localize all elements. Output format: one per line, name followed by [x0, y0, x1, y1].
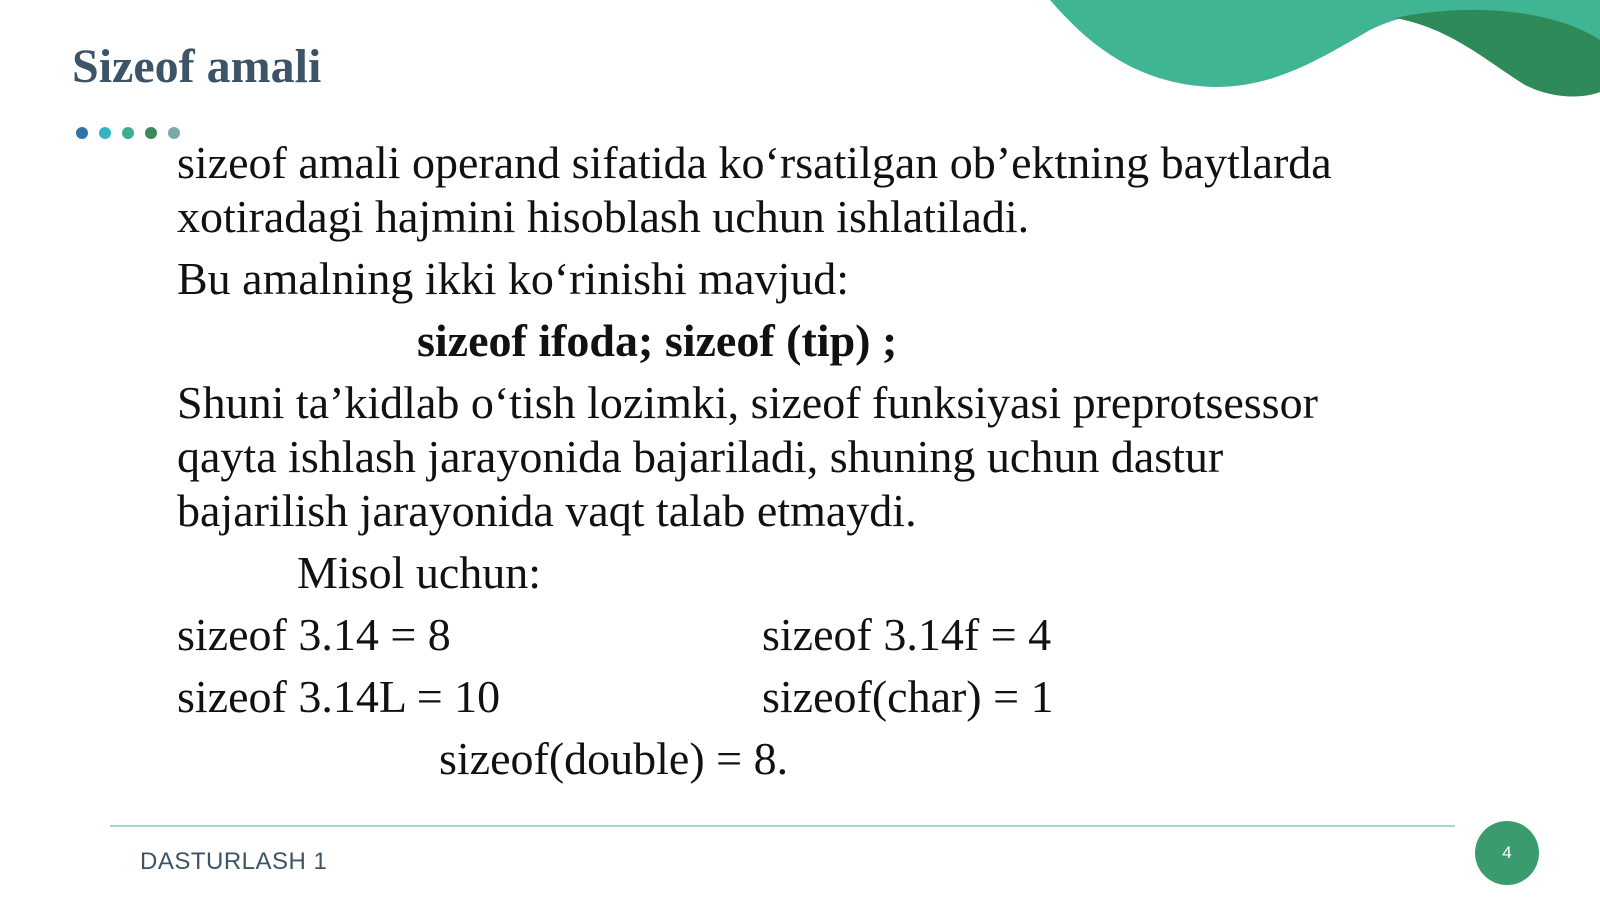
example-right: sizeof(char) = 1: [762, 671, 1054, 722]
accent-dots: [76, 127, 180, 139]
text-line: bajarilish jarayonida vaqt talab etmaydi.: [177, 485, 917, 536]
example-left: sizeof 3.14 = 8: [177, 609, 451, 660]
text-line: Shuni ta’kidlab o‘tish lozimki, sizeof funksiyasi preprotsessor: [177, 377, 1318, 428]
slide-body: [177, 136, 1477, 786]
accent-dot: [145, 127, 157, 139]
page-number-badge: 4: [1475, 821, 1539, 885]
example-row: [177, 608, 1477, 662]
footer-label: DASTURLASH 1: [140, 848, 328, 875]
text-line: sizeof amali operand sifatida ko‘rsatilgan ob’ektning baytlarda: [177, 137, 1332, 188]
example-left: sizeof 3.14L = 10: [177, 671, 501, 722]
example-heading: Misol uchun:: [297, 547, 542, 598]
accent-dot: [99, 127, 111, 139]
example-last: sizeof(double) = 8.: [439, 733, 789, 784]
accent-dot: [122, 127, 134, 139]
footer-divider: [110, 825, 1455, 827]
text-line: xotiradagi hajmini hisoblash uchun ishlatiladi.: [177, 191, 1030, 242]
paragraph-definition: [177, 136, 1477, 244]
text-line: qayta ishlash jarayonida bajariladi, shuning uchun dastur: [177, 431, 1224, 482]
example-right: sizeof 3.14f = 4: [762, 609, 1052, 660]
slide-title: Sizeof amali: [72, 40, 322, 93]
syntax-line: sizeof ifoda; sizeof (tip) ;: [417, 315, 898, 366]
example-row: [177, 670, 1477, 724]
accent-dot: [76, 127, 88, 139]
paragraph-note: [177, 376, 1477, 538]
paragraph-forms: Bu amalning ikki ko‘rinishi mavjud:: [177, 253, 850, 304]
